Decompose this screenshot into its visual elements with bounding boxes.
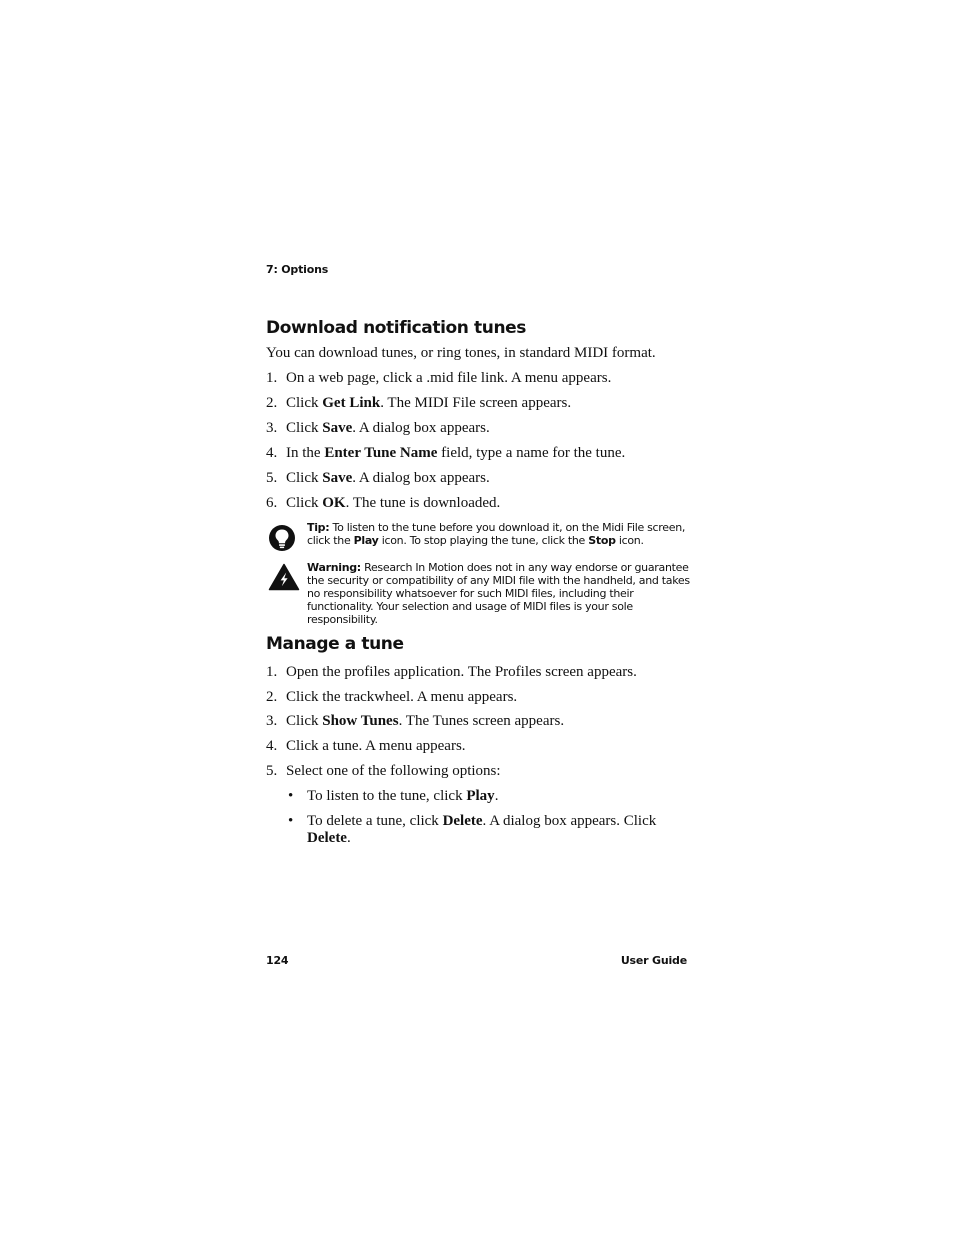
step-number: 6. bbox=[266, 495, 278, 511]
step-number: 1. bbox=[266, 370, 278, 386]
step-number: 2. bbox=[266, 395, 278, 411]
warning-note: Warning: Research In Motion does not in any way endorse or guarantee the security or compatibility of any MIDI file with the handheld, and takes no responsibility whatsoever for such MIDI files, including their functionality. Your selection and usage of MIDI files is your sole responsibility. bbox=[307, 561, 690, 626]
step-number: 3. bbox=[266, 420, 278, 436]
step-number: 2. bbox=[266, 689, 278, 705]
section-heading-manage: Manage a tune bbox=[266, 634, 404, 654]
step-text: Click the trackwheel. A menu appears. bbox=[286, 689, 518, 705]
step-number: 1. bbox=[266, 664, 278, 680]
step-text: Click a tune. A menu appears. bbox=[286, 738, 466, 754]
bullet-symbol: • bbox=[288, 813, 294, 829]
step-text: Click Get Link. The MIDI File screen appears. bbox=[286, 395, 572, 411]
intro-paragraph: You can download tunes, or ring tones, in standard MIDI format. bbox=[266, 345, 656, 361]
bullet-symbol: • bbox=[288, 788, 294, 804]
step-text: Click Save. A dialog box appears. bbox=[286, 420, 490, 436]
bullet-text: To listen to the tune, click Play. bbox=[307, 788, 499, 804]
tip-label: Tip: bbox=[307, 521, 330, 534]
step-text: Click Show Tunes. The Tunes screen appears. bbox=[286, 713, 565, 729]
step-number: 4. bbox=[266, 445, 278, 461]
step-text: Select one of the following options: bbox=[286, 763, 501, 779]
tip-note: Tip: To listen to the tune before you download it, on the Midi File screen, click the Play icon. To stop playing the tune, click the Stop icon. bbox=[307, 521, 686, 547]
bullet-text: To delete a tune, click Delete. A dialog box appears. Click Delete. bbox=[307, 813, 657, 846]
step-text: Click Save. A dialog box appears. bbox=[286, 470, 490, 486]
footer-title: User Guide bbox=[620, 954, 687, 967]
section-heading-download: Download notification tunes bbox=[266, 318, 527, 338]
warning-label: Warning: bbox=[307, 561, 361, 574]
page-number: 124 bbox=[266, 954, 289, 967]
step-number: 5. bbox=[266, 470, 278, 486]
step-number: 5. bbox=[266, 763, 278, 779]
step-text: Click OK. The tune is downloaded. bbox=[286, 495, 501, 511]
lightbulb-icon bbox=[268, 524, 296, 557]
step-text: On a web page, click a .mid file link. A menu appears. bbox=[286, 370, 612, 386]
step-number: 3. bbox=[266, 713, 278, 729]
warning-triangle-icon bbox=[268, 563, 300, 596]
running-head: 7: Options bbox=[266, 263, 329, 276]
step-text: Open the profiles application. The Profiles screen appears. bbox=[286, 664, 637, 680]
step-number: 4. bbox=[266, 738, 278, 754]
step-text: In the Enter Tune Name field, type a name for the tune. bbox=[286, 445, 626, 461]
